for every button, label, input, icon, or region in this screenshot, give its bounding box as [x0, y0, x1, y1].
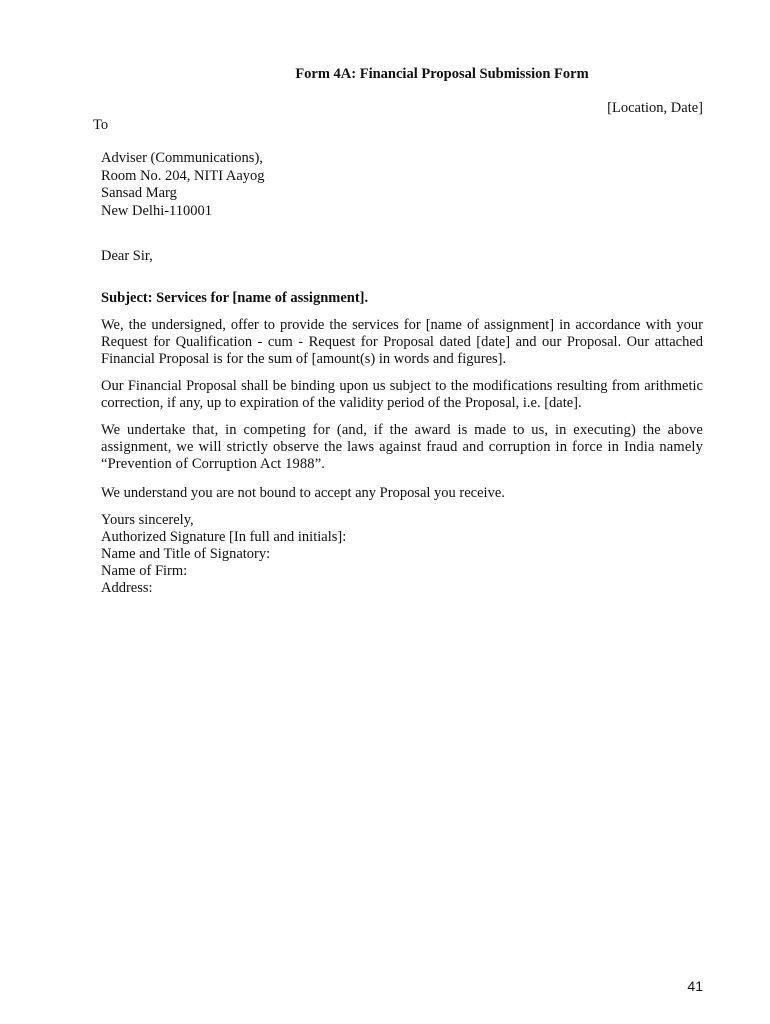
- closing-line: Name of Firm:: [101, 563, 188, 579]
- body-paragraph: Our Financial Proposal shall be binding upon us subject to the modifications resulting from arithmetic correction, if any, up to expiration of the validity period of the Proposal, i.e. [date].: [101, 378, 703, 411]
- subject-line: Subject: Services for [name of assignment].: [101, 290, 369, 306]
- closing-line: Name and Title of Signatory:: [101, 546, 271, 562]
- location-date: [Location, Date]: [607, 100, 703, 116]
- closing-line: Address:: [101, 580, 153, 596]
- body-paragraph: We, the undersigned, offer to provide the services for [name of assignment] in accordance with your Request for Qualification - cum - Request for Proposal dated [date] and our Proposal. Our attached Financial Proposal is for the sum of [amount(s) in words and figures].: [101, 317, 703, 367]
- body-paragraph: We understand you are not bound to accept any Proposal you receive.: [101, 485, 505, 501]
- recipient-address: [101, 150, 265, 220]
- closing-line: Authorized Signature [In full and initials]:: [101, 529, 347, 545]
- address-line: Sansad Marg: [101, 185, 177, 201]
- signature-block: [101, 512, 346, 597]
- address-line: Adviser (Communications),: [101, 150, 263, 166]
- page-number: 41: [687, 978, 703, 994]
- body-paragraph: We undertake that, in competing for (and, if the award is made to us, in executing) the above assignment, we will strictly observe the laws against fraud and corruption in force in India namely “Prevention of Corruption Act 1988”.: [101, 422, 703, 472]
- address-line: Room No. 204, NITI Aayog: [101, 167, 265, 184]
- to-label: To: [93, 117, 109, 133]
- salutation: Dear Sir,: [101, 248, 153, 264]
- closing-line: Yours sincerely,: [101, 512, 194, 528]
- address-line: New Delhi-110001: [101, 202, 213, 219]
- form-title: Form 4A: Financial Proposal Submission Form: [295, 66, 589, 82]
